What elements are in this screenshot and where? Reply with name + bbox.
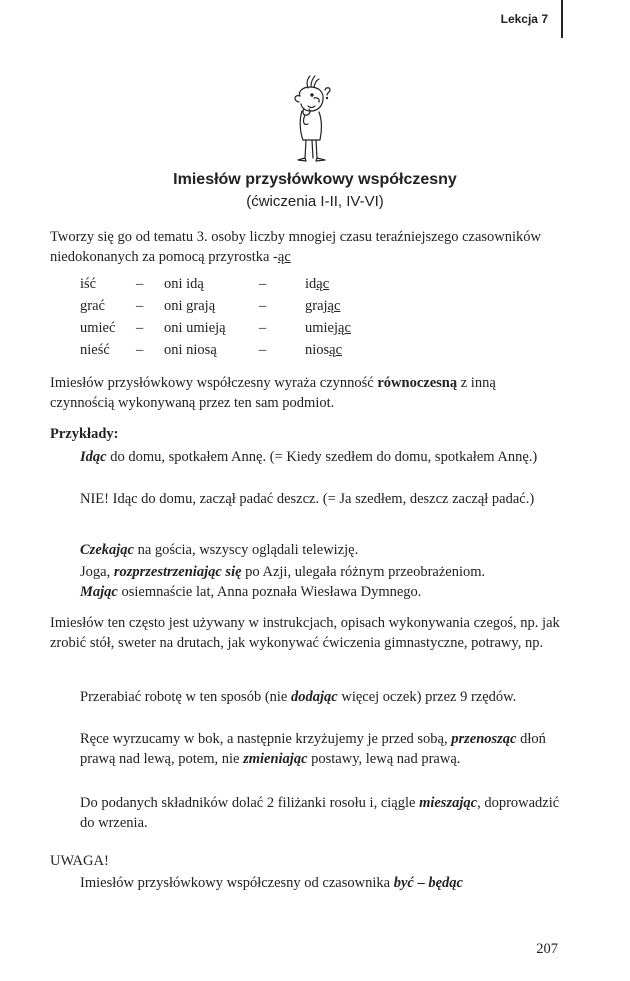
- header-rule: [561, 0, 563, 38]
- usage-paragraph: Imiesłów ten często jest używany w instrukcjach, opisach wykonywania czegoś, np. jak zrobić stół, sweter na drutach, jak wykonywać ćwiczenia gimnastyczne, potrawy, np.: [50, 615, 560, 651]
- table-dash: –: [259, 298, 267, 314]
- table-dash: –: [136, 320, 144, 336]
- example-sentence: Czekając na gościa, wszyscy oglądali telewizję.: [80, 542, 359, 558]
- lesson-header: Lekcja 7: [500, 12, 548, 26]
- table-participle: niosąc: [305, 342, 343, 358]
- section-title: Imiesłów przysłówkowy współczesny: [173, 171, 457, 188]
- examples-heading: Przykłady:: [50, 426, 119, 442]
- example-sentence: Joga, rozprzestrzeniając się po Azji, ulegała różnym przeobrażeniom.: [80, 564, 486, 580]
- table-form: oni niosą: [164, 342, 217, 358]
- table-form: oni grają: [164, 298, 216, 314]
- table-infinitive: nieść: [80, 342, 110, 358]
- table-dash: –: [136, 276, 144, 292]
- table-participle: grając: [305, 298, 341, 314]
- definition-paragraph: Imiesłów przysłówkowy współczesny wyraża czynność równoczesną z inną czynnością wykonywaną przez ten sam podmiot.: [50, 375, 496, 411]
- example-sentence: Mając osiemnaście lat, Anna poznała Wiesława Dymnego.: [80, 584, 422, 600]
- page-number: 207: [536, 941, 558, 957]
- table-form: oni umieją: [164, 320, 226, 336]
- instruction-example: Ręce wyrzucamy w bok, a następnie krzyżujemy je przed sobą, przenosząc dłoń prawą nad lewą, potem, nie zmieniając postawy, lewą nad prawą.: [80, 731, 546, 767]
- table-dash: –: [259, 276, 267, 292]
- table-dash: –: [136, 298, 144, 314]
- exercises-reference: (ćwiczenia I-II, IV-VI): [246, 193, 384, 210]
- table-participle: idąc: [305, 276, 330, 292]
- table-infinitive: umieć: [80, 320, 116, 336]
- table-participle: umiejąc: [305, 320, 351, 336]
- table-infinitive: grać: [80, 298, 105, 314]
- note-text: Imiesłów przysłówkowy współczesny od czasownika być – będąc: [80, 875, 463, 891]
- counter-example-sentence: NIE! Idąc do domu, zaczął padać deszcz. (= Ja szedłem, deszcz zaczął padać.): [80, 491, 535, 507]
- cartoon-figure-illustration: [286, 74, 340, 166]
- table-form: oni idą: [164, 276, 204, 292]
- table-infinitive: iść: [80, 276, 97, 292]
- table-dash: –: [259, 342, 267, 358]
- instruction-example: Przerabiać robotę w ten sposób (nie dodając więcej oczek) przez 9 rzędów.: [80, 689, 517, 705]
- table-dash: –: [136, 342, 144, 358]
- formation-rule: Tworzy się go od tematu 3. osoby liczby mnogiej czasu teraźniejszego czasowników niedokonanych za pomocą przyrostka -ąc: [50, 229, 542, 265]
- example-sentence: Idąc do domu, spotkałem Annę. (= Kiedy szedłem do domu, spotkałem Annę.): [80, 449, 538, 465]
- table-dash: –: [259, 320, 267, 336]
- instruction-example: Do podanych składników dolać 2 filiżanki rosołu i, ciągle mieszając, doprowadzić do wrzenia.: [80, 795, 560, 831]
- note-heading: UWAGA!: [50, 853, 109, 869]
